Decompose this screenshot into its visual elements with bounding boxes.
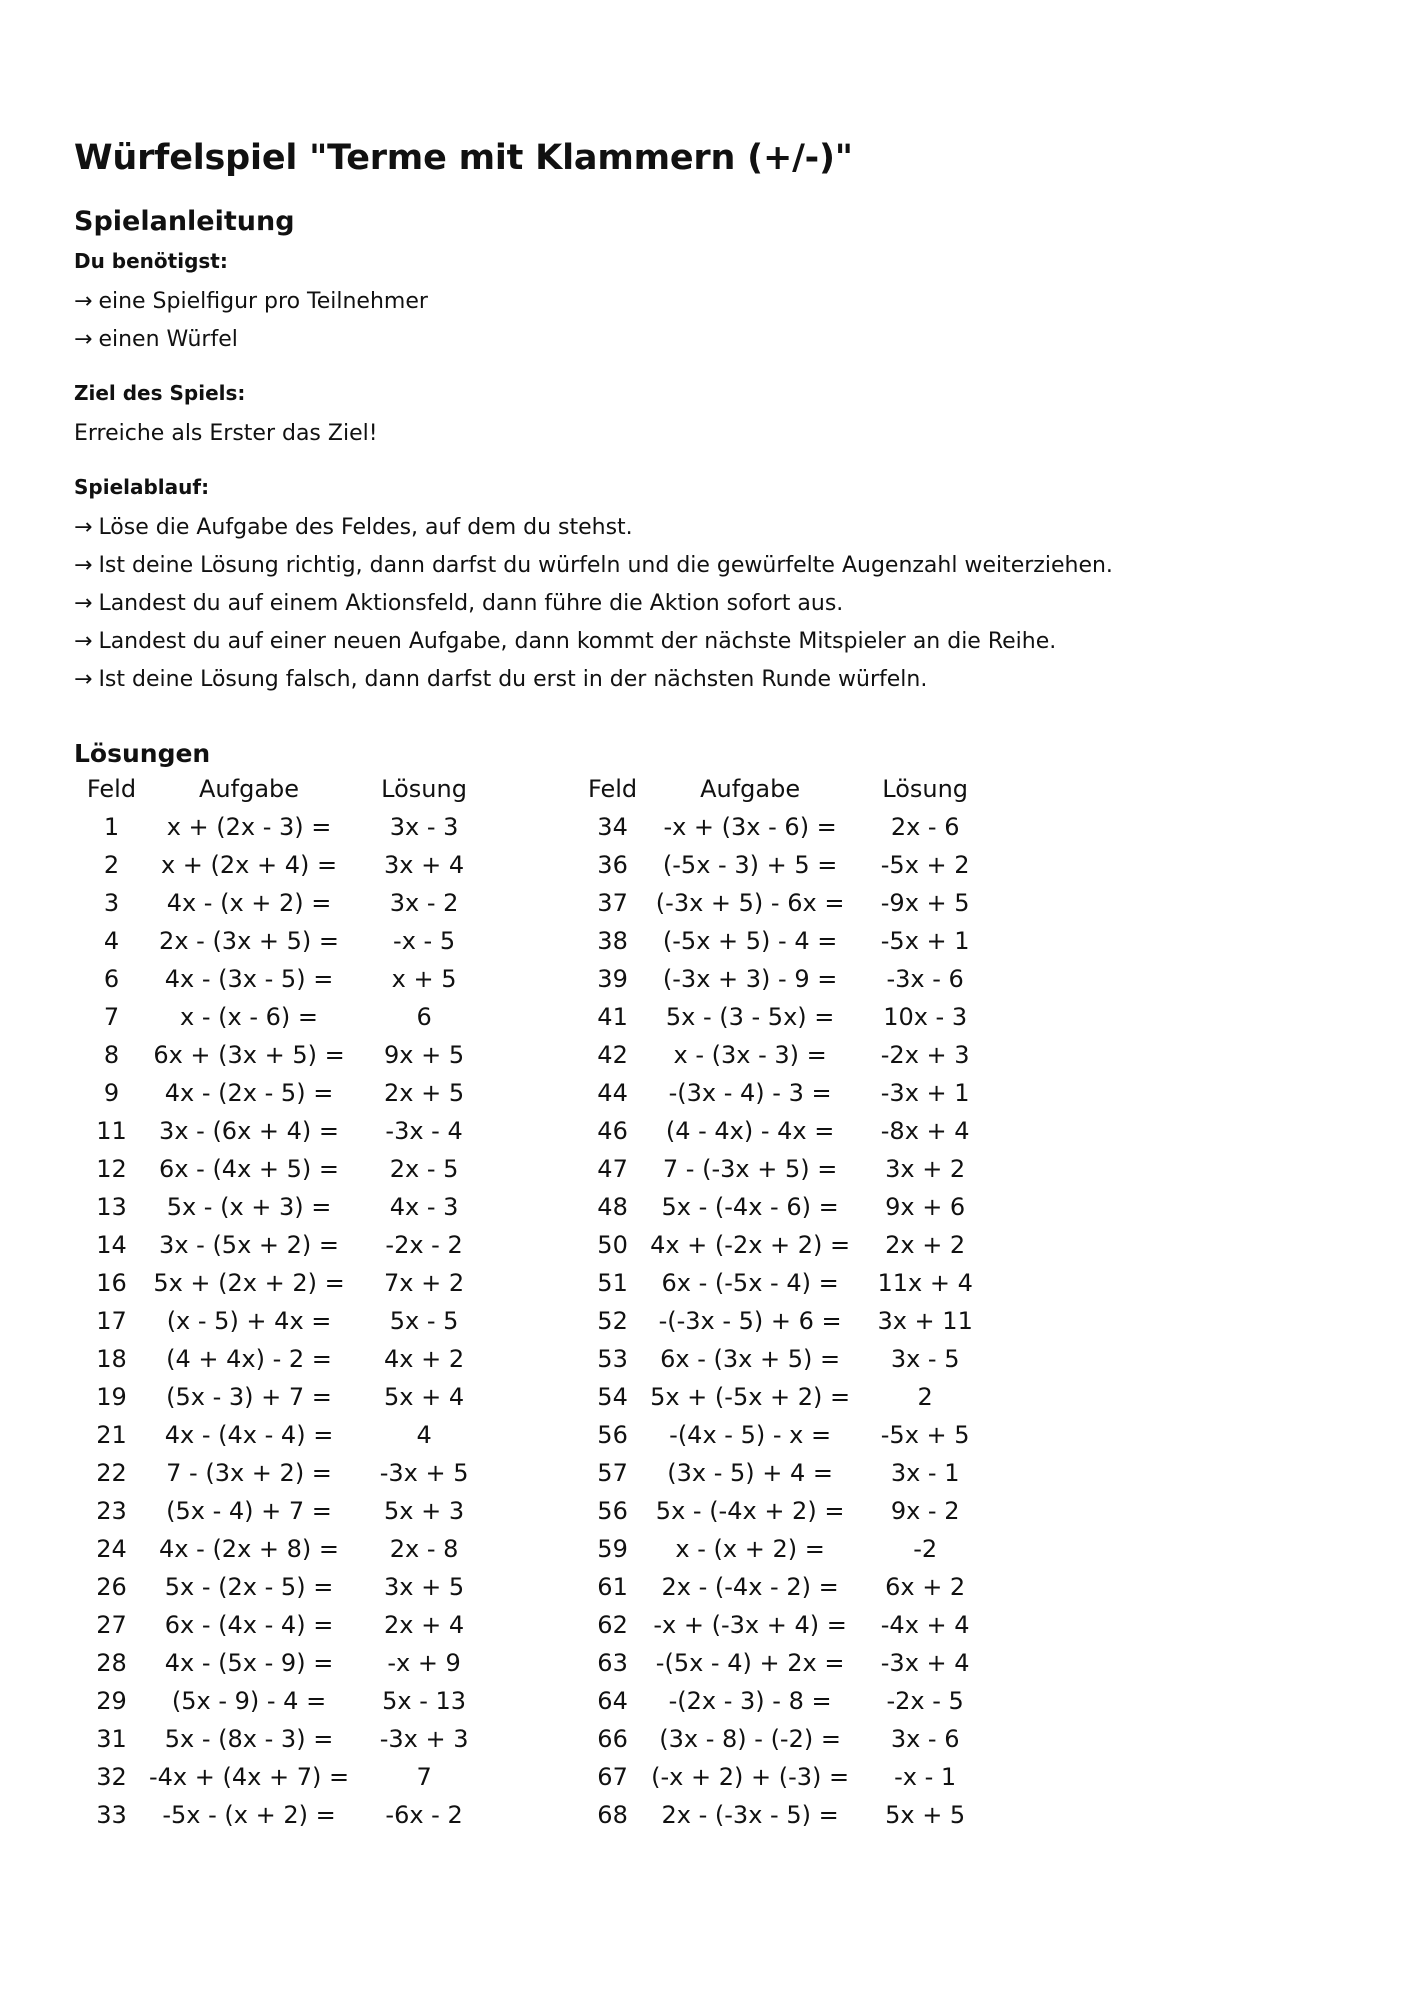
cell-aufgabe: 4x - (4x - 4) = (164, 1421, 334, 1449)
table-row (575, 1796, 1000, 1834)
cell-loesung: 3x + 5 (384, 1573, 465, 1601)
table-row (575, 960, 1000, 998)
flow-item-text: Landest du auf einer neuen Aufgabe, dann kommt der nächste Mitspieler an die Reihe. (98, 629, 1057, 654)
cell-aufgabe: 3x - (5x + 2) = (159, 1231, 340, 1259)
table-header-row (74, 770, 499, 808)
cell-loesung: 4x + 2 (384, 1345, 465, 1373)
cell-aufgabe: -(5x - 4) + 2x = (655, 1649, 845, 1677)
cell-aufgabe: (x - 5) + 4x = (166, 1307, 332, 1335)
solutions-table-right (575, 770, 1000, 1834)
table-row (575, 1682, 1000, 1720)
table-row (74, 884, 499, 922)
cell-loesung: 5x + 4 (384, 1383, 465, 1411)
cell-aufgabe: 7 - (3x + 2) = (166, 1459, 332, 1487)
cell-aufgabe: 2x - (3x + 5) = (159, 927, 340, 955)
table-row (74, 1606, 499, 1644)
goal-label: Ziel des Spiels: (74, 381, 246, 405)
cell-aufgabe: x - (3x - 3) = (673, 1041, 827, 1069)
goal-block (74, 381, 1354, 453)
cell-loesung: 10x - 3 (883, 1003, 968, 1031)
cell-feld: 7 (103, 1003, 120, 1031)
cell-feld: 46 (597, 1117, 628, 1145)
cell-aufgabe: 3x - (6x + 4) = (159, 1117, 340, 1145)
cell-aufgabe: (-x + 2) + (-3) = (651, 1763, 850, 1791)
cell-aufgabe: 6x - (4x - 4) = (164, 1611, 334, 1639)
cell-aufgabe: 4x - (2x - 5) = (164, 1079, 334, 1107)
table-row (575, 998, 1000, 1036)
flow-label: Spielablauf: (74, 475, 210, 499)
arrow-icon: → (74, 289, 93, 314)
cell-aufgabe: 6x - (-5x - 4) = (661, 1269, 839, 1297)
table-row (74, 998, 499, 1036)
cell-aufgabe: 4x - (3x - 5) = (164, 965, 334, 993)
flow-item-text: Ist deine Lösung falsch, dann darfst du erst in der nächsten Runde würfeln. (98, 667, 928, 692)
table-row (575, 922, 1000, 960)
table-row (575, 1416, 1000, 1454)
cell-feld: 19 (96, 1383, 127, 1411)
cell-loesung: -4x + 4 (880, 1611, 970, 1639)
cell-feld: 54 (597, 1383, 628, 1411)
cell-feld: 66 (597, 1725, 628, 1753)
cell-aufgabe: 2x - (-4x - 2) = (661, 1573, 839, 1601)
cell-feld: 36 (597, 851, 628, 879)
table-row (575, 1226, 1000, 1264)
needs-block (74, 249, 1354, 359)
table-row (575, 808, 1000, 846)
cell-loesung: 2x - 6 (890, 813, 960, 841)
cell-loesung: 5x - 13 (382, 1687, 467, 1715)
instructions-heading: Spielanleitung (74, 206, 295, 237)
cell-loesung: 7 (416, 1763, 432, 1791)
flow-list (74, 509, 1354, 699)
cell-loesung: 2x + 5 (384, 1079, 465, 1107)
cell-aufgabe: (4 + 4x) - 2 = (166, 1345, 332, 1373)
table-row (74, 1644, 499, 1682)
table-row (575, 1530, 1000, 1568)
cell-feld: 14 (96, 1231, 127, 1259)
cell-loesung: 9x + 6 (885, 1193, 966, 1221)
cell-loesung: -3x + 3 (379, 1725, 469, 1753)
cell-feld: 34 (597, 813, 628, 841)
cell-aufgabe: (5x - 9) - 4 = (171, 1687, 327, 1715)
cell-aufgabe: x + (2x + 4) = (160, 851, 338, 879)
column-header-feld: Feld (86, 775, 137, 803)
cell-feld: 52 (597, 1307, 628, 1335)
cell-feld: 6 (103, 965, 120, 993)
cell-feld: 59 (597, 1535, 628, 1563)
arrow-icon: → (74, 553, 93, 578)
cell-feld: 56 (597, 1497, 628, 1525)
cell-aufgabe: 4x - (x + 2) = (166, 889, 332, 917)
cell-loesung: 2x - 8 (389, 1535, 459, 1563)
cell-loesung: -3x - 4 (385, 1117, 463, 1145)
needs-item-text: eine Spielfigur pro Teilnehmer (98, 289, 428, 314)
cell-feld: 11 (96, 1117, 127, 1145)
cell-loesung: 2x - 5 (389, 1155, 459, 1183)
cell-aufgabe: (3x - 8) - (-2) = (659, 1725, 841, 1753)
cell-loesung: 7x + 2 (384, 1269, 465, 1297)
table-row (74, 1226, 499, 1264)
cell-feld: 64 (597, 1687, 628, 1715)
cell-loesung: 3x + 11 (877, 1307, 973, 1335)
cell-feld: 12 (96, 1155, 127, 1183)
cell-loesung: 3x - 2 (389, 889, 459, 917)
table-row (74, 1074, 499, 1112)
cell-feld: 51 (597, 1269, 628, 1297)
cell-aufgabe: 5x + (-5x + 2) = (650, 1383, 851, 1411)
cell-loesung: 3x - 6 (890, 1725, 960, 1753)
table-row (74, 1112, 499, 1150)
arrow-icon: → (74, 327, 93, 352)
table-row (575, 1340, 1000, 1378)
cell-feld: 33 (96, 1801, 127, 1829)
cell-aufgabe: -x + (3x - 6) = (663, 813, 837, 841)
cell-feld: 9 (103, 1079, 120, 1107)
table-row (575, 1720, 1000, 1758)
cell-aufgabe: -(4x - 5) - x = (669, 1421, 832, 1449)
table-row (575, 1606, 1000, 1644)
cell-feld: 28 (96, 1649, 127, 1677)
column-header-loesung: Lösung (882, 775, 969, 803)
column-header-aufgabe: Aufgabe (199, 775, 300, 803)
cell-feld: 3 (103, 889, 120, 917)
cell-feld: 2 (103, 851, 120, 879)
cell-aufgabe: x - (x - 6) = (180, 1003, 319, 1031)
table-row (74, 1530, 499, 1568)
table-row (575, 1150, 1000, 1188)
cell-feld: 57 (597, 1459, 628, 1487)
cell-loesung: -3x + 1 (880, 1079, 970, 1107)
cell-loesung: -x + 9 (387, 1649, 461, 1677)
cell-loesung: 5x + 3 (384, 1497, 465, 1525)
cell-loesung: 11x + 4 (877, 1269, 973, 1297)
cell-feld: 1 (103, 813, 120, 841)
cell-loesung: -2x + 3 (880, 1041, 970, 1069)
cell-aufgabe: -(2x - 3) - 8 = (668, 1687, 832, 1715)
cell-aufgabe: (-3x + 5) - 6x = (655, 889, 845, 917)
cell-feld: 31 (96, 1725, 127, 1753)
table-row (74, 1188, 499, 1226)
cell-feld: 53 (597, 1345, 628, 1373)
cell-loesung: -3x + 5 (379, 1459, 469, 1487)
cell-aufgabe: 6x - (4x + 5) = (159, 1155, 340, 1183)
cell-aufgabe: 7 - (-3x + 5) = (662, 1155, 838, 1183)
table-row (74, 1378, 499, 1416)
cell-loesung: 3x + 4 (384, 851, 465, 879)
cell-aufgabe: 4x + (-2x + 2) = (650, 1231, 851, 1259)
table-row (74, 1758, 499, 1796)
cell-loesung: -6x - 2 (385, 1801, 463, 1829)
table-row (575, 1454, 1000, 1492)
table-row (74, 1150, 499, 1188)
cell-feld: 38 (597, 927, 628, 955)
cell-loesung: 6x + 2 (885, 1573, 966, 1601)
table-row (74, 1264, 499, 1302)
table-row (74, 808, 499, 846)
cell-aufgabe: -(3x - 4) - 3 = (668, 1079, 832, 1107)
cell-feld: 50 (597, 1231, 628, 1259)
cell-feld: 18 (96, 1345, 127, 1373)
table-row (74, 1416, 499, 1454)
cell-loesung: 5x - 5 (389, 1307, 459, 1335)
needs-item (74, 321, 1354, 359)
cell-aufgabe: -(-3x - 5) + 6 = (658, 1307, 842, 1335)
column-header-loesung: Lösung (381, 775, 467, 803)
column-header-aufgabe: Aufgabe (700, 775, 801, 803)
needs-list (74, 283, 1354, 359)
table-header-row (575, 770, 1000, 808)
cell-aufgabe: 2x - (-3x - 5) = (661, 1801, 839, 1829)
table-row (74, 1568, 499, 1606)
cell-loesung: -2x - 2 (385, 1231, 463, 1259)
cell-feld: 63 (597, 1649, 628, 1677)
cell-aufgabe: 5x - (-4x - 6) = (661, 1193, 839, 1221)
table-row (575, 1036, 1000, 1074)
cell-feld: 27 (96, 1611, 127, 1639)
cell-feld: 24 (96, 1535, 127, 1563)
arrow-icon: → (74, 591, 93, 616)
table-row (575, 1188, 1000, 1226)
table-row (74, 1682, 499, 1720)
cell-loesung: -2x - 5 (886, 1687, 964, 1715)
arrow-icon: → (74, 667, 93, 692)
cell-aufgabe: 6x - (3x + 5) = (660, 1345, 841, 1373)
table-row (74, 846, 499, 884)
table-row (575, 1758, 1000, 1796)
table-row (575, 1378, 1000, 1416)
table-row (74, 1796, 499, 1834)
cell-feld: 39 (597, 965, 628, 993)
cell-loesung: -5x + 1 (880, 927, 970, 955)
table-row (575, 1568, 1000, 1606)
goal-text: Erreiche als Erster das Ziel! (74, 421, 378, 446)
content (74, 138, 1354, 1834)
needs-label: Du benötigst: (74, 249, 228, 273)
cell-aufgabe: 5x - (3 - 5x) = (665, 1003, 835, 1031)
table-row (74, 1720, 499, 1758)
cell-feld: 68 (597, 1801, 628, 1829)
solutions-table-left (74, 770, 499, 1834)
cell-feld: 56 (597, 1421, 628, 1449)
cell-aufgabe: (5x - 4) + 7 = (166, 1497, 332, 1525)
cell-aufgabe: 5x - (x + 3) = (166, 1193, 332, 1221)
cell-loesung: 2 (917, 1383, 933, 1411)
table-row (74, 1492, 499, 1530)
cell-loesung: 6 (416, 1003, 432, 1031)
cell-feld: 29 (96, 1687, 127, 1715)
cell-feld: 23 (96, 1497, 127, 1525)
flow-item-text: Landest du auf einem Aktionsfeld, dann führe die Aktion sofort aus. (98, 591, 844, 616)
table-row (575, 1492, 1000, 1530)
table-body (575, 808, 1000, 1834)
flow-item-text: Ist deine Lösung richtig, dann darfst du würfeln und die gewürfelte Augenzahl weiterziehen. (98, 553, 1113, 578)
cell-loesung: -8x + 4 (880, 1117, 970, 1145)
cell-aufgabe: -x + (-3x + 4) = (653, 1611, 847, 1639)
table-row (74, 1454, 499, 1492)
table-row (575, 1074, 1000, 1112)
cell-feld: 48 (597, 1193, 628, 1221)
cell-feld: 26 (96, 1573, 127, 1601)
cell-aufgabe: 6x + (3x + 5) = (153, 1041, 345, 1069)
cell-feld: 62 (597, 1611, 628, 1639)
table-row (74, 922, 499, 960)
cell-aufgabe: (3x - 5) + 4 = (667, 1459, 833, 1487)
flow-block (74, 475, 1354, 699)
cell-loesung: 3x - 1 (890, 1459, 960, 1487)
cell-aufgabe: 4x - (5x - 9) = (164, 1649, 334, 1677)
solutions-heading: Lösungen (74, 739, 211, 768)
cell-loesung: 3x - 3 (389, 813, 459, 841)
cell-feld: 4 (103, 927, 120, 955)
flow-item (74, 623, 1354, 661)
cell-feld: 32 (96, 1763, 127, 1791)
needs-item (74, 283, 1354, 321)
table-row (74, 1340, 499, 1378)
cell-feld: 41 (597, 1003, 628, 1031)
table-row (575, 846, 1000, 884)
cell-aufgabe: (-3x + 3) - 9 = (662, 965, 838, 993)
cell-loesung: 2x + 4 (384, 1611, 465, 1639)
cell-loesung: -3x - 6 (886, 965, 964, 993)
table-row (575, 884, 1000, 922)
cell-loesung: -3x + 4 (880, 1649, 970, 1677)
flow-item-text: Löse die Aufgabe des Feldes, auf dem du stehst. (98, 515, 633, 540)
cell-feld: 17 (96, 1307, 127, 1335)
cell-aufgabe: -4x + (4x + 7) = (149, 1763, 350, 1791)
table-row (575, 1302, 1000, 1340)
cell-feld: 22 (96, 1459, 127, 1487)
cell-loesung: x + 5 (391, 965, 457, 993)
cell-aufgabe: (4 - 4x) - 4x = (665, 1117, 835, 1145)
solutions-tables (74, 770, 1354, 1834)
cell-feld: 13 (96, 1193, 127, 1221)
cell-feld: 8 (103, 1041, 120, 1069)
cell-loesung: 3x + 2 (885, 1155, 966, 1183)
cell-aufgabe: (-5x + 5) - 4 = (662, 927, 838, 955)
cell-feld: 21 (96, 1421, 127, 1449)
cell-aufgabe: -5x - (x + 2) = (162, 1801, 336, 1829)
cell-feld: 61 (597, 1573, 628, 1601)
cell-aufgabe: (5x - 3) + 7 = (166, 1383, 332, 1411)
cell-loesung: 2x + 2 (885, 1231, 966, 1259)
table-row (74, 1302, 499, 1340)
table-row (575, 1264, 1000, 1302)
cell-aufgabe: 5x - (-4x + 2) = (655, 1497, 845, 1525)
page-title: Würfelspiel "Terme mit Klammern (+/-)" (74, 138, 853, 178)
cell-aufgabe: x - (x + 2) = (675, 1535, 825, 1563)
cell-feld: 44 (597, 1079, 628, 1107)
cell-loesung: 4x - 3 (389, 1193, 459, 1221)
cell-feld: 37 (597, 889, 628, 917)
cell-aufgabe: 4x - (2x + 8) = (159, 1535, 340, 1563)
cell-loesung: 3x - 5 (890, 1345, 960, 1373)
cell-feld: 16 (96, 1269, 127, 1297)
table-row (74, 960, 499, 998)
cell-feld: 42 (597, 1041, 628, 1069)
cell-loesung: -x - 5 (393, 927, 456, 955)
cell-aufgabe: 5x + (2x + 2) = (153, 1269, 345, 1297)
cell-aufgabe: 5x - (2x - 5) = (164, 1573, 334, 1601)
arrow-icon: → (74, 515, 93, 540)
cell-loesung: 5x + 5 (885, 1801, 966, 1829)
flow-item (74, 547, 1354, 585)
cell-loesung: -x - 1 (894, 1763, 957, 1791)
cell-feld: 47 (597, 1155, 628, 1183)
cell-loesung: -5x + 2 (880, 851, 970, 879)
table-row (575, 1644, 1000, 1682)
cell-aufgabe: (-5x - 3) + 5 = (662, 851, 838, 879)
table-body (74, 808, 499, 1834)
table-row (575, 1112, 1000, 1150)
flow-item (74, 585, 1354, 623)
cell-aufgabe: 5x - (8x - 3) = (164, 1725, 334, 1753)
cell-feld: 67 (597, 1763, 628, 1791)
flow-item (74, 661, 1354, 699)
cell-loesung: -9x + 5 (880, 889, 970, 917)
column-header-feld: Feld (587, 775, 638, 803)
table-row (74, 1036, 499, 1074)
cell-loesung: -2 (913, 1535, 938, 1563)
cell-loesung: -5x + 5 (880, 1421, 970, 1449)
cell-loesung: 9x + 5 (384, 1041, 465, 1069)
cell-loesung: 9x - 2 (890, 1497, 960, 1525)
cell-aufgabe: x + (2x - 3) = (166, 813, 332, 841)
needs-item-text: einen Würfel (98, 327, 238, 352)
flow-item (74, 509, 1354, 547)
arrow-icon: → (74, 629, 93, 654)
cell-loesung: 4 (416, 1421, 432, 1449)
